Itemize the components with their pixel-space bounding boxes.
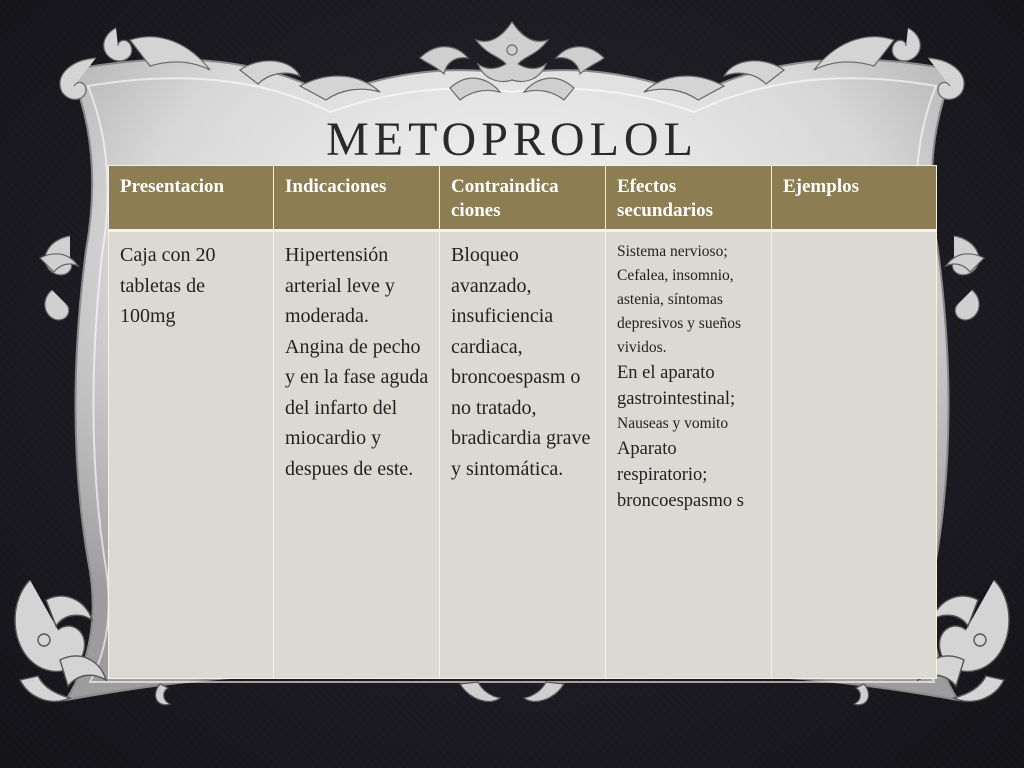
- header-presentacion: Presentacion: [109, 166, 274, 231]
- efectos-respiratorio: Aparato respiratorio; broncoespasmo s: [617, 439, 744, 511]
- cell-contraindicaciones: [440, 231, 606, 679]
- efectos-gastro-head: En el aparato gastrointestinal;: [617, 363, 736, 409]
- header-efectos-secundarios: Efectos secundarios: [606, 166, 772, 231]
- cell-ejemplos: [772, 231, 937, 679]
- indicaciones-text: Hipertensión arterial leve y moderada. Angina de pecho y en la fase aguda del infarto del miocardio y despues de este.: [285, 244, 429, 480]
- drug-info-table: [108, 165, 937, 679]
- table-row: [109, 231, 937, 679]
- table-header-row: [109, 166, 937, 231]
- cell-presentacion: [109, 231, 274, 679]
- header-contraindicaciones: Contraindica ciones: [440, 166, 606, 231]
- cell-efectos-secundarios: [606, 231, 772, 679]
- presentacion-text: Caja con 20 tabletas de 100mg: [120, 244, 216, 327]
- header-ejemplos: Ejemplos: [772, 166, 937, 231]
- efectos-nervioso-body: Cefalea, insomnio, astenia, síntomas depresivos y sueños vividos.: [617, 267, 741, 356]
- header-indicaciones: Indicaciones: [274, 166, 440, 231]
- efectos-gastro-body: Nauseas y vomito: [617, 415, 729, 432]
- efectos-nervioso-head: Sistema nervioso;: [617, 243, 728, 260]
- cell-indicaciones: [274, 231, 440, 679]
- efectos-list: [617, 240, 761, 514]
- page-title: METOPROLOL: [326, 113, 698, 166]
- contraindicaciones-text: Bloqueo avanzado, insuficiencia cardiaca, broncoespasm o no tratado, bradicardia grave y sintomática.: [451, 244, 591, 480]
